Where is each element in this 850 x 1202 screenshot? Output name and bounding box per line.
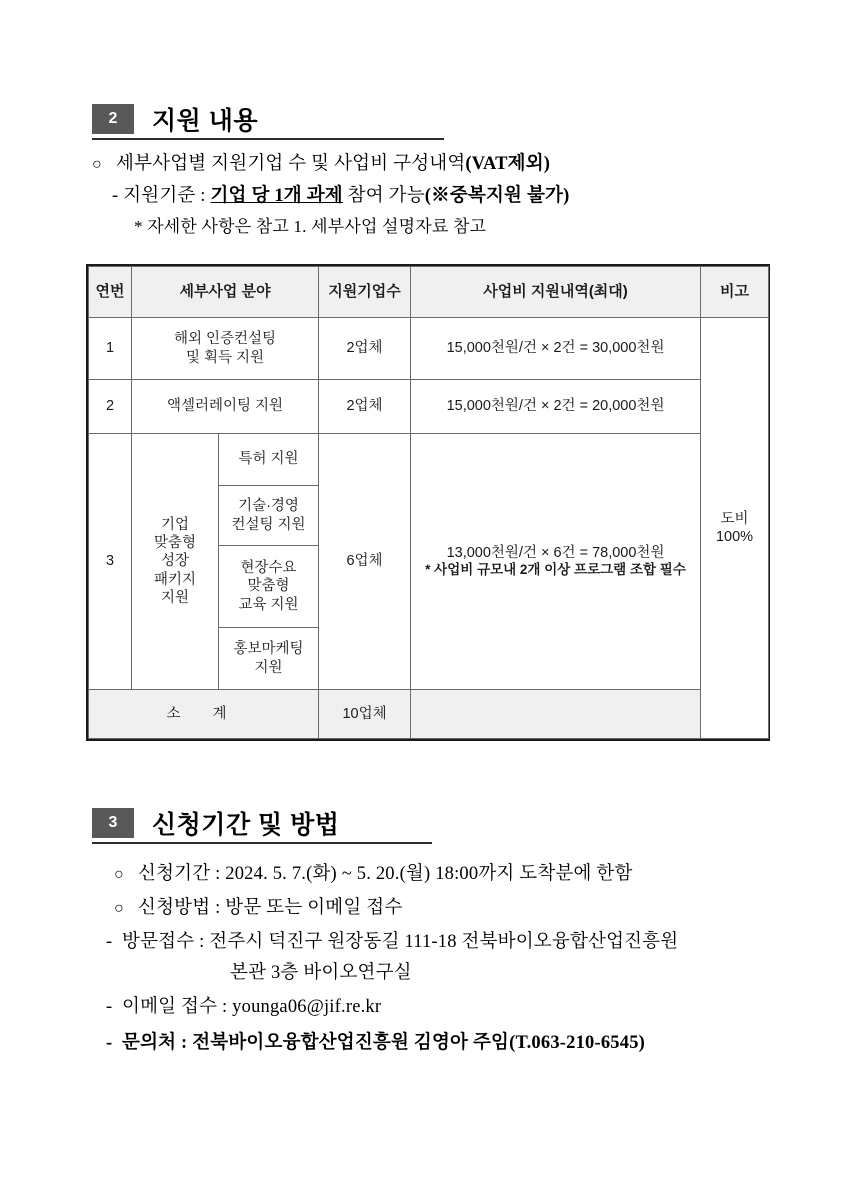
section-3-line-5 xyxy=(92,995,812,1020)
summary-companies: 10업체 xyxy=(319,690,411,739)
row3-sub2-line2: 컨설팅 지원 xyxy=(231,516,306,533)
intro-line-1-text: 세부사업별 지원기업 수 및 사업비 구성내역 xyxy=(116,154,466,174)
table-header-row xyxy=(89,267,769,318)
section-2-heading xyxy=(92,104,792,134)
table-row xyxy=(89,434,769,486)
col-header-note: 비고 xyxy=(701,267,769,318)
row3-vlabel-4: 패키지 xyxy=(153,571,197,588)
row3-sub3-line3: 교육 지원 xyxy=(238,596,299,613)
row3-amount-cell xyxy=(411,434,701,690)
section-2-intro-line-2 xyxy=(92,184,792,209)
col-header-field: 세부사업 분야 xyxy=(132,267,319,318)
section-3-number-box: 3 xyxy=(92,808,134,838)
row3-field-vertical xyxy=(132,434,219,690)
row1-companies: 2업체 xyxy=(319,318,411,380)
section-3-line-4: 본관 3층 바이오연구실 xyxy=(230,962,412,983)
section-3-line-2 xyxy=(92,896,812,921)
support-table-wrapper xyxy=(86,264,770,741)
bullet-circle-icon: ○ xyxy=(114,866,124,883)
section-3-line-6 xyxy=(92,1031,812,1056)
row3-sub1-line1: 특허 지원 xyxy=(238,451,299,468)
table-summary-row xyxy=(89,690,769,739)
intro-line-1-bold: (VAT제외) xyxy=(465,154,551,174)
note-merged-cell xyxy=(701,318,769,739)
section-3-line-5-text: 이메일 접수 : younga06@jif.re.kr xyxy=(122,996,382,1017)
note-line2: 100% xyxy=(715,529,754,545)
row3-vlabel-1: 기업 xyxy=(160,517,189,534)
section-2-intro-line-1 xyxy=(92,152,792,177)
row3-companies: 6업체 xyxy=(319,434,411,690)
intro-line-2-emphasis: 기업 당 1개 과제 xyxy=(210,185,343,206)
section-3 xyxy=(92,808,812,1056)
section-2-title: 지원 내용 xyxy=(152,106,259,135)
table-row xyxy=(89,318,769,380)
row3-subitem-4 xyxy=(219,628,319,690)
row2-amount: 15,000천원/건 × 2건 = 20,000천원 xyxy=(411,380,701,434)
row1-no: 1 xyxy=(89,318,132,380)
intro-line-2-paren: (※중복지원 불가) xyxy=(424,185,570,206)
row3-amount-note: * 사업비 규모내 2개 이상 프로그램 조합 필수 xyxy=(425,562,686,578)
col-header-no: 연번 xyxy=(89,267,132,318)
dash-marker: - xyxy=(106,996,113,1017)
row2-companies: 2업체 xyxy=(319,380,411,434)
row3-subitem-1 xyxy=(219,434,319,486)
note-line1: 도비 xyxy=(720,510,749,527)
row3-no: 3 xyxy=(89,434,132,690)
section-3-heading xyxy=(92,808,812,838)
section-3-line-1 xyxy=(92,862,812,887)
row3-sub3-line1: 현장수요 xyxy=(240,560,297,577)
col-header-amount: 사업비 지원내역(최대) xyxy=(411,267,701,318)
section-3-title: 신청기간 및 방법 xyxy=(152,810,340,839)
section-3-line-1-text: 신청기간 : 2024. 5. 7.(화) ~ 5. 20.(월) 18:00까지 도착분에 한함 xyxy=(138,864,633,884)
intro-line-2-suffix: 참여 가능 xyxy=(342,185,425,206)
row3-sub2-line1: 기술·경영 xyxy=(238,498,299,515)
row3-subitem-2 xyxy=(219,486,319,546)
support-table xyxy=(88,266,769,739)
bullet-circle-icon: ○ xyxy=(114,899,124,917)
dash-marker: - xyxy=(112,185,119,206)
row3-sub4-line2: 지원 xyxy=(254,659,283,676)
row1-field-line2: 및 획득 지원 xyxy=(185,349,265,366)
section-3-line-2-text: 신청방법 : 방문 또는 이메일 접수 xyxy=(138,897,403,918)
section-2-number-box: 2 xyxy=(92,104,134,134)
dash-marker: - xyxy=(106,1032,113,1053)
table-row xyxy=(89,380,769,434)
section-3-line-3 xyxy=(92,930,812,955)
row3-sub4-line1: 홍보마케팅 xyxy=(233,641,304,658)
row1-field-line1: 해외 인증컨설팅 xyxy=(173,331,277,348)
row3-subitem-3 xyxy=(219,546,319,628)
row3-vlabel-5: 지원 xyxy=(160,589,189,606)
row1-field xyxy=(132,318,319,380)
row3-sub3-line2: 맞춤형 xyxy=(247,578,290,595)
section-3-line-3-text: 방문접수 : 전주시 덕진구 원장동길 111-18 전북바이오융합산업진흥원 xyxy=(122,931,679,952)
summary-amount xyxy=(411,690,701,739)
dash-marker: - xyxy=(106,931,113,952)
summary-label: 소 계 xyxy=(89,690,319,739)
intro-line-2-prefix: 지원기준 : xyxy=(123,185,211,206)
row3-vlabel-3: 성장 xyxy=(160,553,189,570)
row1-amount: 15,000천원/건 × 2건 = 30,000천원 xyxy=(411,318,701,380)
section-2-intro-line-3: * 자세한 사항은 참고 1. 세부사업 설명자료 참고 xyxy=(134,216,487,236)
col-header-companies: 지원기업수 xyxy=(319,267,411,318)
section-3-line-6-text: 문의처 : 전북바이오융합산업진흥원 김영아 주임(T.063-210-6545) xyxy=(122,1032,646,1053)
section-2 xyxy=(92,104,792,239)
row2-no: 2 xyxy=(89,380,132,434)
row2-field: 액셀러레이팅 지원 xyxy=(132,380,319,434)
row3-amount: 13,000천원/건 × 6건 = 78,000천원 xyxy=(446,545,665,561)
bullet-circle-icon: ○ xyxy=(92,156,102,173)
row3-vlabel-2: 맞춤형 xyxy=(153,535,197,552)
